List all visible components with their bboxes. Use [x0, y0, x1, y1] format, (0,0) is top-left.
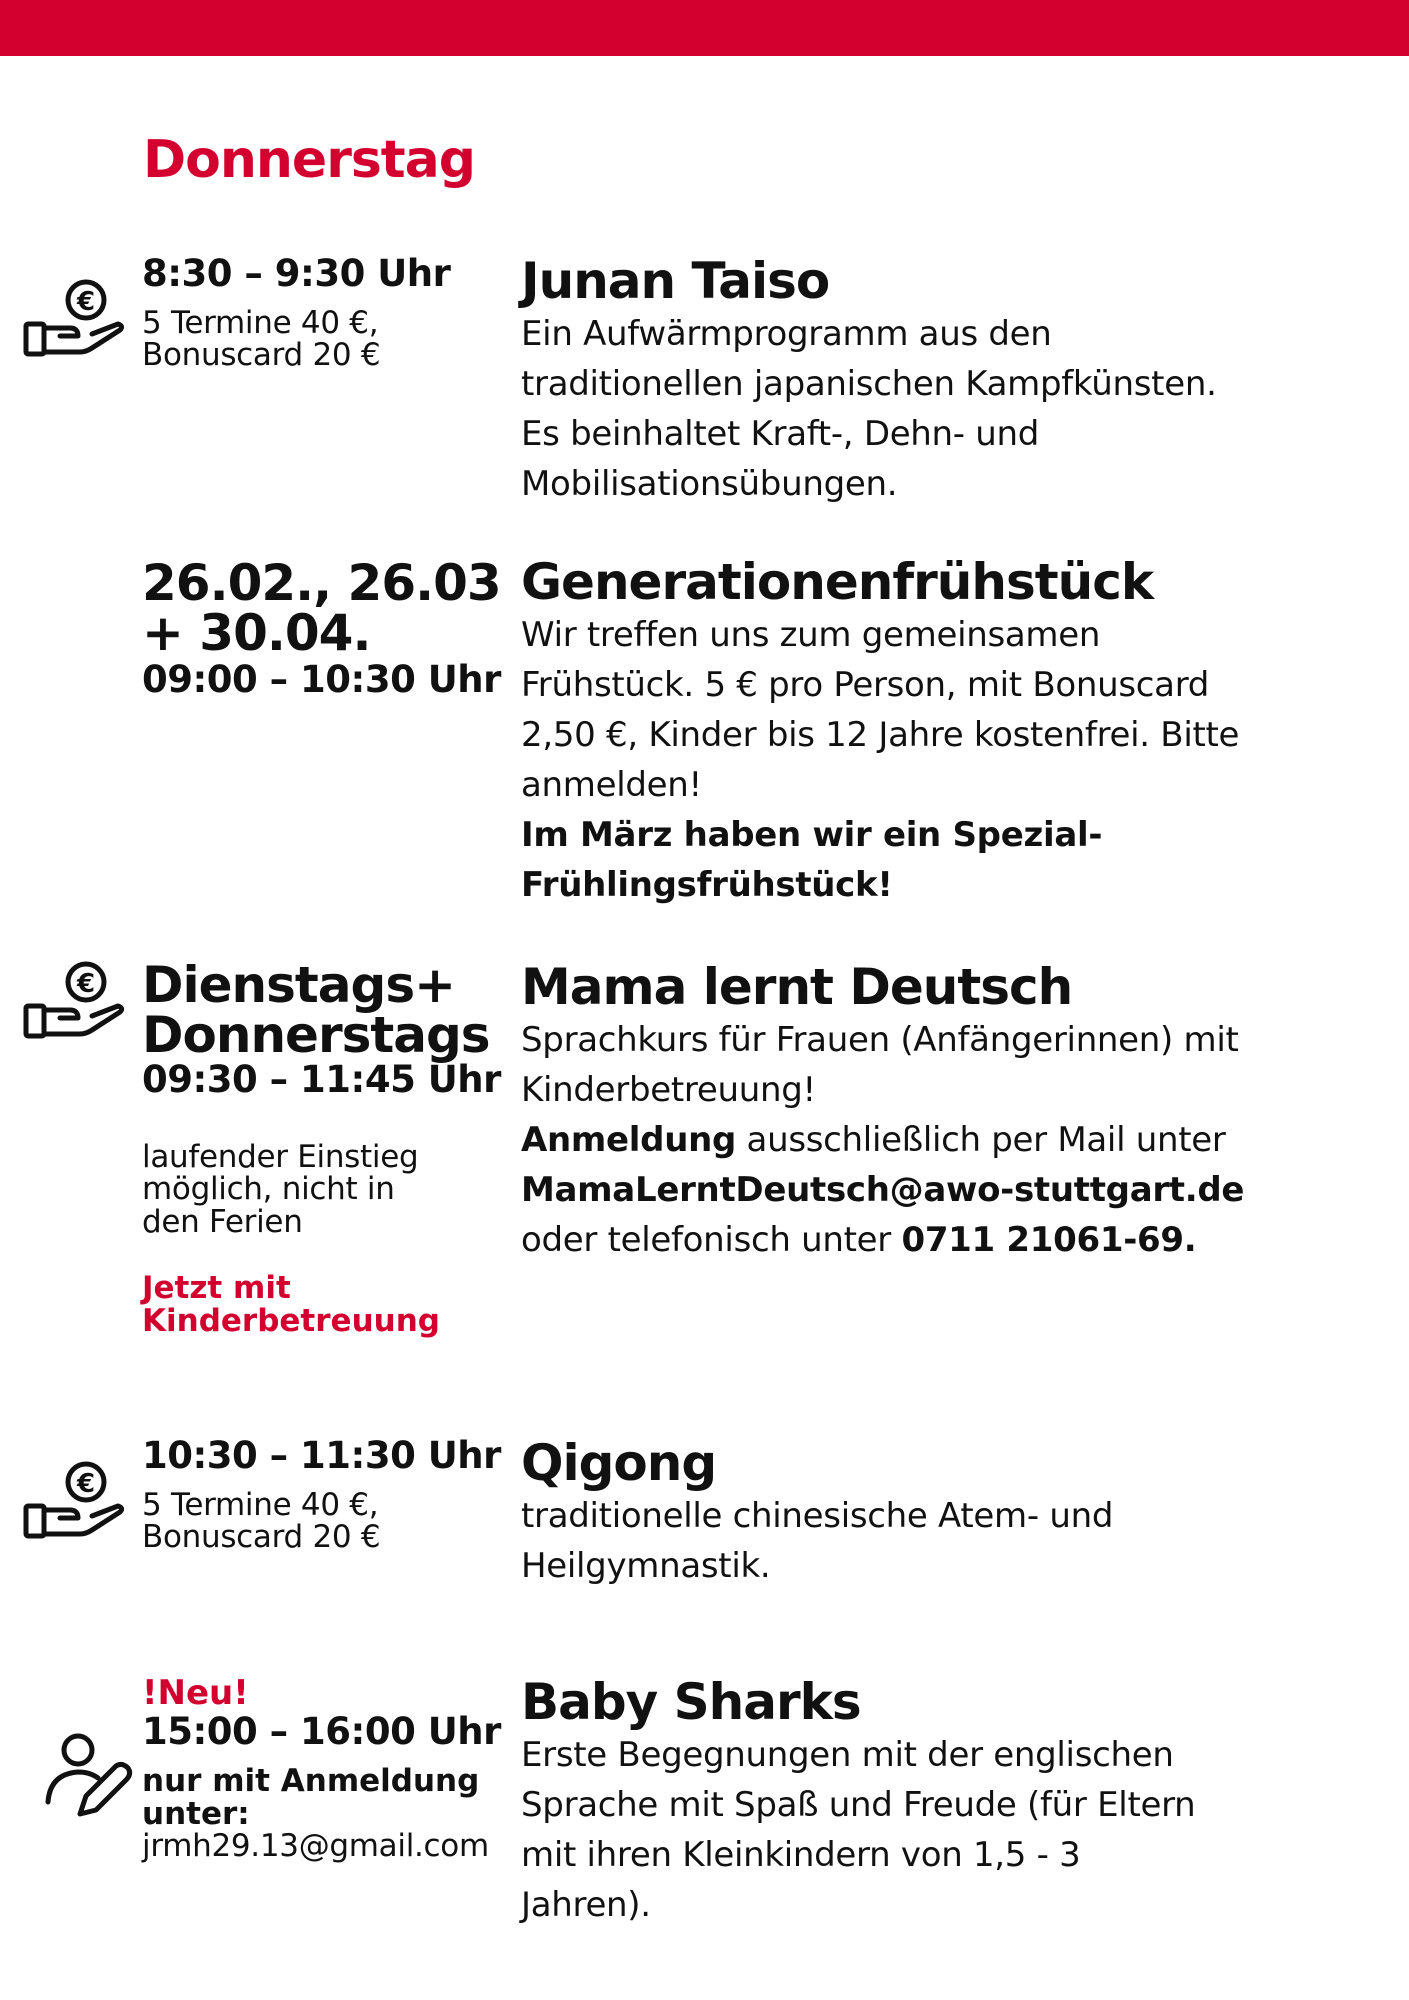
entry-fruehstueck-left	[142, 554, 522, 701]
entry-desc-bold-line: Frühlingsfrühstück!	[521, 865, 893, 905]
svg-text:€: €	[76, 287, 96, 317]
registration-text: ausschließlich per Mail unter	[736, 1120, 1226, 1160]
entry-desc-line: mit ihren Kleinkindern von 1,5 - 3	[521, 1835, 1081, 1875]
new-badge: !Neu!	[142, 1673, 249, 1713]
entry-junan-right	[521, 254, 1321, 509]
entry-deutsch-right	[521, 960, 1321, 1265]
hand-euro-icon	[20, 1450, 130, 1560]
entry-desc-line	[521, 1215, 1321, 1265]
svg-text:€: €	[76, 1469, 96, 1499]
entry-time: 09:30 – 11:45 Uhr	[142, 1058, 501, 1101]
registration-label: Anmeldung	[521, 1120, 737, 1160]
entry-desc-line: Wir treffen uns zum gemeinsamen	[521, 615, 1101, 655]
svg-text:€: €	[76, 969, 96, 999]
entry-note-line: möglich, nicht in	[142, 1171, 395, 1208]
entry-note-line: den Ferien	[142, 1203, 303, 1240]
hand-euro-icon	[20, 268, 130, 378]
entry-deutsch-left	[142, 956, 502, 1339]
entry-desc-line: Frühstück. 5 € pro Person, mit Bonuscard	[521, 665, 1210, 705]
entry-babysharks-right	[521, 1675, 1321, 1930]
entry-time: 15:00 – 16:00 Uhr	[142, 1710, 501, 1754]
entry-desc-line: traditionellen japanischen Kampfkünsten.	[521, 364, 1217, 404]
contact-email-link[interactable]: MamaLerntDeutsch@awo-stuttgart.de	[521, 1170, 1245, 1210]
entry-time: 09:00 – 10:30 Uhr	[142, 658, 501, 701]
entry-title: Junan Taiso	[521, 252, 830, 310]
entry-desc-line: Sprachkurs für Frauen (Anfängerinnen) mit	[521, 1020, 1239, 1060]
childcare-highlight-line1: Jetzt mit	[142, 1270, 291, 1307]
user-edit-icon	[42, 1730, 134, 1822]
entry-time: 10:30 – 11:30 Uhr	[142, 1434, 501, 1477]
entry-title: Mama lernt Deutsch	[521, 958, 1073, 1016]
entry-price-line1: 5 Termine 40 €,	[142, 304, 379, 341]
entry-price-line2: Bonuscard 20 €	[142, 1519, 381, 1556]
entry-date-line1: 26.02., 26.03	[142, 554, 501, 612]
contact-phone[interactable]: 0711 21061-69.	[901, 1220, 1197, 1260]
entry-desc-line: Kinderbetreuung!	[521, 1070, 816, 1110]
top-accent-bar	[0, 0, 1409, 56]
registration-email-link[interactable]: jrmh29.13@gmail.com	[142, 1828, 489, 1865]
entry-qigong-right	[521, 1436, 1321, 1591]
entry-note-line: laufender Einstieg	[142, 1138, 419, 1175]
entry-time: 8:30 – 9:30 Uhr	[142, 252, 451, 295]
registration-line2: unter:	[142, 1795, 250, 1832]
day-title: Donnerstag	[143, 130, 475, 190]
entry-desc-line: Es beinhaltet Kraft-, Dehn- und	[521, 414, 1040, 454]
entry-desc-line: Heilgymnastik.	[521, 1546, 771, 1586]
entry-qigong-left	[142, 1436, 502, 1554]
hand-euro-icon	[20, 950, 130, 1060]
entry-desc-line: traditionelle chinesische Atem- und	[521, 1496, 1114, 1536]
entry-days-line2: Donnerstags	[142, 1006, 490, 1064]
entry-price-line2: Bonuscard 20 €	[142, 337, 381, 374]
entry-desc-bold-line: Im März haben wir ein Spezial-	[521, 815, 1103, 855]
phone-prefix: oder telefonisch unter	[521, 1220, 902, 1260]
childcare-highlight-line2: Kinderbetreuung	[142, 1302, 440, 1339]
entry-title: Generationenfrühstück	[521, 553, 1154, 611]
entry-desc-line: Ein Aufwärmprogramm aus den	[521, 314, 1052, 354]
entry-title: Qigong	[521, 1434, 717, 1492]
entry-days-line1: Dienstags+	[142, 956, 455, 1014]
registration-line1: nur mit Anmeldung	[142, 1763, 480, 1800]
entry-desc-line: anmelden!	[521, 765, 702, 805]
entry-desc-line: Mobilisationsübungen.	[521, 464, 898, 504]
entry-desc-line: 2,50 €, Kinder bis 12 Jahre kostenfrei. Bitte	[521, 715, 1240, 755]
entry-desc-line	[521, 1115, 1321, 1165]
entry-fruehstueck-right	[521, 555, 1321, 910]
entry-price-line1: 5 Termine 40 €,	[142, 1486, 379, 1523]
entry-desc-line: Jahren).	[521, 1885, 651, 1925]
entry-babysharks-left	[142, 1675, 522, 1863]
entry-desc-line: Sprache mit Spaß und Freude (für Eltern	[521, 1785, 1196, 1825]
entry-date-line2: + 30.04.	[142, 604, 371, 662]
entry-junan-left	[142, 254, 502, 372]
entry-desc-line: Erste Begegnungen mit der englischen	[521, 1735, 1174, 1775]
entry-title: Baby Sharks	[521, 1673, 861, 1731]
